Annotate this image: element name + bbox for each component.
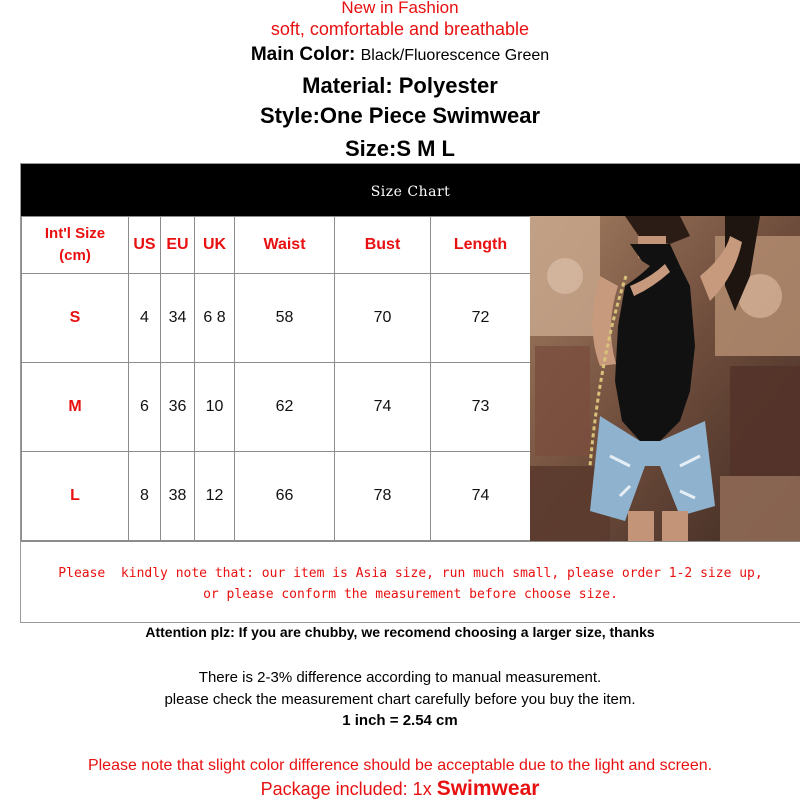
model-illustration [530, 216, 800, 541]
bust-cell: 70 [335, 274, 431, 363]
measurement-difference-text: There is 2-3% difference according to manual measurement. [198, 669, 602, 686]
main-color-line [0, 44, 800, 66]
uk-cell: 10 [195, 363, 235, 452]
us-cell: 8 [129, 452, 161, 541]
size-label: L [22, 452, 129, 541]
size-label: S [22, 274, 129, 363]
size-chart [20, 163, 800, 623]
table-header-row [22, 217, 531, 274]
size-note [21, 541, 800, 623]
col-us: US [129, 217, 161, 274]
col-length: Length [431, 217, 531, 274]
material-text: Material: Polyester [302, 73, 498, 98]
inch-conversion-text: 1 inch = 2.54 cm [342, 712, 458, 729]
uk-cell: 6 8 [195, 274, 235, 363]
measurement-check-text: please check the measurement chart carefully before you buy the item. [164, 691, 636, 708]
eu-cell: 38 [161, 452, 195, 541]
size-note-line2: or please conform the measurement before choose size. [203, 587, 618, 602]
main-color-label: Main Color: [250, 44, 356, 65]
tagline-text: soft, comfortable and breathable [270, 19, 530, 39]
package-prefix: Package included: 1x [260, 779, 437, 799]
size-note-line1: Please kindly note that: our item is Asia size, run much small, please order 1-2 size up, [58, 566, 763, 581]
size-table [21, 216, 531, 541]
eu-cell: 34 [161, 274, 195, 363]
col-waist: Waist [235, 217, 335, 274]
waist-cell: 62 [235, 363, 335, 452]
size-label: M [22, 363, 129, 452]
col-eu: EU [161, 217, 195, 274]
bust-cell: 78 [335, 452, 431, 541]
length-cell: 72 [431, 274, 531, 363]
package-item: Swimwear [436, 777, 540, 800]
table-row [22, 363, 531, 452]
package-included-line [0, 777, 800, 801]
col-uk: UK [195, 217, 235, 274]
style-text: Style:One Piece Swimwear [259, 103, 541, 128]
size-chart-title: Size Chart [21, 164, 800, 216]
length-cell: 73 [431, 363, 531, 452]
uk-cell: 12 [195, 452, 235, 541]
attention-text: Attention plz: If you are chubby, we recomend choosing a larger size, thanks [145, 624, 655, 640]
main-color-value: Black/Fluorescence Green [360, 47, 550, 64]
color-difference-note: Please note that slight color difference should be acceptable due to the light and screen. [87, 757, 713, 774]
bust-cell: 74 [335, 363, 431, 452]
waist-cell: 58 [235, 274, 335, 363]
new-in-fashion-text: New in Fashion [341, 0, 459, 17]
us-cell: 6 [129, 363, 161, 452]
col-intl-size: Int'l Size (cm) [22, 217, 129, 274]
table-row [22, 274, 531, 363]
size-text: Size:S M L [344, 136, 455, 161]
eu-cell: 36 [161, 363, 195, 452]
us-cell: 4 [129, 274, 161, 363]
length-cell: 74 [431, 452, 531, 541]
product-photo [530, 216, 800, 541]
col-bust: Bust [335, 217, 431, 274]
waist-cell: 66 [235, 452, 335, 541]
table-row [22, 452, 531, 541]
